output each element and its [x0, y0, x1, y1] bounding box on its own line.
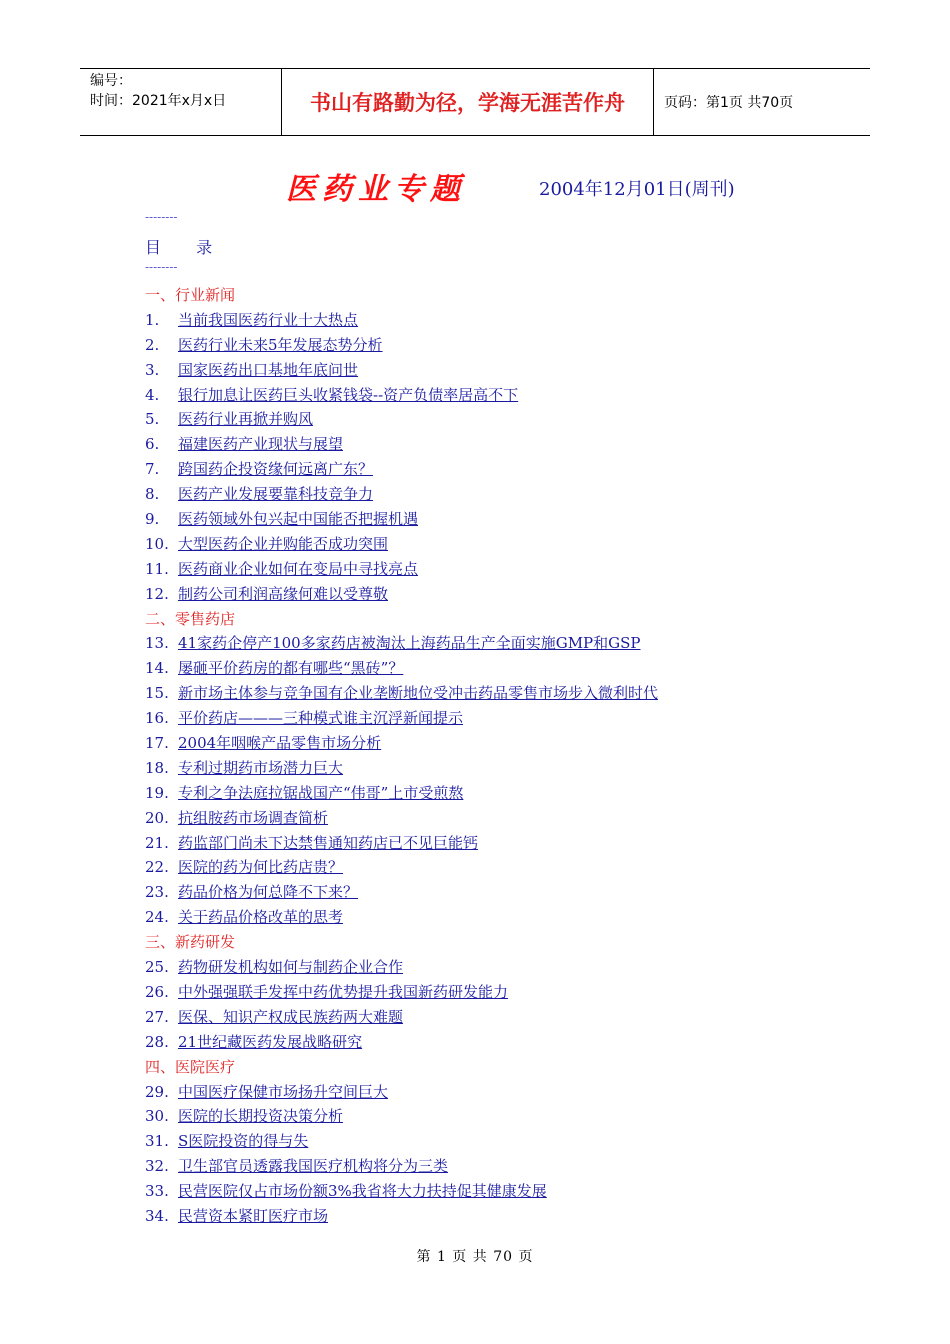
toc-section-heading: 四、医院医疗 [145, 1057, 236, 1076]
toc-item [145, 1104, 845, 1129]
toc-item-number: 15. [145, 684, 169, 703]
toc-item-number: 23. [145, 883, 169, 902]
toc-item [145, 432, 845, 457]
toc-item-link[interactable]: 医药领域外包兴起中国能否把握机遇 [178, 510, 419, 529]
header-table [80, 68, 870, 136]
toc-item-number: 7. [145, 460, 160, 479]
toc-item [145, 1030, 845, 1055]
toc-item-link[interactable]: 大型医药企业并购能否成功突围 [178, 534, 389, 553]
toc-item [145, 631, 845, 656]
toc-item [145, 1080, 845, 1105]
toc-item-link[interactable]: 当前我国医药行业十大热点 [178, 310, 359, 329]
toc-item-number: 30. [145, 1107, 169, 1126]
toc-item-link[interactable]: 专利之争法庭拉锯战国产“伟哥”上市受煎熬 [178, 783, 464, 802]
toc-item-link[interactable]: S医院投资的得与失 [178, 1132, 309, 1151]
toc-item [145, 1204, 845, 1229]
toc-item-number: 8. [145, 485, 160, 504]
toc-item [145, 557, 845, 582]
toc-item [145, 756, 845, 781]
toc-item [145, 980, 845, 1005]
toc-item-number: 26. [145, 982, 169, 1001]
toc-item-link[interactable]: 医院的药为何比药店贵？ [178, 858, 344, 877]
toc-item [145, 333, 845, 358]
toc-item [145, 880, 845, 905]
toc-item-link[interactable]: 41家药企停产100多家药店被淘汰上海药品生产全面实施GMP和GSP [178, 634, 641, 653]
toc-item-number: 16. [145, 709, 169, 728]
toc-item-number: 31. [145, 1132, 169, 1151]
toc-item-number: 12. [145, 584, 169, 603]
toc-item [145, 532, 845, 557]
toc-item-link[interactable]: 制药公司利润高缘何难以受尊敬 [178, 584, 389, 603]
header-motto: 书山有路勤为径，学海无涯苦作舟 [282, 69, 654, 135]
toc-item [145, 507, 845, 532]
toc-item-number: 6. [145, 435, 160, 454]
toc-item-number: 32. [145, 1157, 169, 1176]
toc-item-link[interactable]: 药品价格为何总降不下来？ [178, 883, 359, 902]
toc-item-link[interactable]: 医药产业发展要靠科技竞争力 [178, 485, 374, 504]
toc-item-number: 18. [145, 758, 169, 777]
toc-item [145, 905, 845, 930]
toc-item [145, 1129, 845, 1154]
toc-item-link[interactable]: 福建医药产业现状与展望 [178, 435, 344, 454]
toc-item-number: 14. [145, 659, 169, 678]
issue-date: 2004年12月01日(周刊) [539, 179, 735, 200]
toc-item-number: 27. [145, 1007, 169, 1026]
toc-item-link[interactable]: 药监部门尚未下达禁售通知药店已不见巨能钙 [178, 833, 479, 852]
toc-item-link[interactable]: 新市场主体参与竞争国有企业垄断地位受冲击药品零售市场步入微利时代 [178, 684, 659, 703]
toc-item [145, 781, 845, 806]
toc-section-heading: 三、新药研发 [145, 933, 236, 952]
toc-item-link[interactable]: 银行加息让医药巨头收紧钱袋--资产负债率居高不下 [178, 385, 519, 404]
toc-item-link[interactable]: 民营资本紧盯医疗市场 [178, 1206, 329, 1225]
toc-item [145, 656, 845, 681]
toc-item [145, 407, 845, 432]
toc-item-number: 1. [145, 310, 160, 329]
toc-item [145, 308, 845, 333]
toc-item [145, 806, 845, 831]
toc-item [145, 383, 845, 408]
toc-item-number: 24. [145, 908, 169, 927]
toc-item-link[interactable]: 医药商业企业如何在变局中寻找亮点 [178, 559, 419, 578]
toc-item [145, 1179, 845, 1204]
toc-item-link[interactable]: 关于药品价格改革的思考 [178, 908, 344, 927]
toc-item-number: 20. [145, 808, 169, 827]
document-title: 医药业专题 [286, 172, 466, 207]
toc-item [145, 681, 845, 706]
header-page-label: 页码：第1页 共70页 [664, 95, 794, 111]
toc-item [145, 482, 845, 507]
toc-item-link[interactable]: 医保、知识产权成民族药两大难题 [178, 1007, 404, 1026]
serial-label: 编号： [90, 73, 132, 89]
toc-item-link[interactable]: 屡砸平价药房的都有哪些“黑砖”？ [178, 659, 404, 678]
toc-item-number: 13. [145, 634, 169, 653]
toc-item-link[interactable]: 跨国药企投资缘何远离广东？ [178, 460, 374, 479]
title-row [0, 170, 950, 210]
toc-item-link[interactable]: 卫生部官员透露我国医疗机构将分为三类 [178, 1157, 449, 1176]
toc-item [145, 1005, 845, 1030]
divider-top: -------- [145, 210, 178, 224]
toc-item-link[interactable]: 医药行业再掀并购风 [178, 410, 314, 429]
toc-item-link[interactable]: 国家医药出口基地年底问世 [178, 360, 359, 379]
toc-item-link[interactable]: 2004年咽喉产品零售市场分析 [178, 734, 382, 753]
toc-item [145, 358, 845, 383]
toc-item [145, 706, 845, 731]
table-of-contents [145, 283, 845, 1229]
time-label: 时间：2021年x月x日 [90, 93, 227, 109]
toc-item [145, 955, 845, 980]
toc-item-link[interactable]: 中国医疗保健市场扬升空间巨大 [178, 1082, 389, 1101]
toc-title: 目 录 [145, 238, 213, 257]
header-meta [80, 69, 282, 135]
divider-bottom: -------- [145, 260, 178, 274]
toc-section-heading: 二、零售药店 [145, 609, 236, 628]
toc-item-number: 10. [145, 534, 169, 553]
toc-item-number: 25. [145, 958, 169, 977]
toc-item-number: 28. [145, 1032, 169, 1051]
toc-item-number: 4. [145, 385, 160, 404]
toc-item [145, 582, 845, 607]
toc-item [145, 1154, 845, 1179]
toc-item-link[interactable]: 平价药店———三种模式谁主沉浮新闻提示 [178, 709, 464, 728]
toc-item-link[interactable]: 21世纪藏医药发展战略研究 [178, 1032, 363, 1051]
toc-item-number: 33. [145, 1182, 169, 1201]
toc-item-link[interactable]: 民营医院仅占市场份额3%我省将大力扶持促其健康发展 [178, 1182, 547, 1201]
toc-item-link[interactable]: 医院的长期投资决策分析 [178, 1107, 344, 1126]
toc-item-number: 34. [145, 1206, 169, 1225]
toc-item-number: 19. [145, 783, 169, 802]
toc-item-link[interactable]: 专利过期药市场潜力巨大 [178, 758, 344, 777]
toc-item [145, 855, 845, 880]
toc-item-link[interactable]: 药物研发机构如何与制药企业合作 [178, 958, 404, 977]
toc-item-number: 3. [145, 360, 160, 379]
toc-item-link[interactable]: 抗组胺药市场调查简析 [178, 808, 329, 827]
toc-item [145, 457, 845, 482]
toc-item-number: 17. [145, 734, 169, 753]
toc-item-link[interactable]: 中外强强联手发挥中药优势提升我国新药研发能力 [178, 982, 509, 1001]
toc-item-number: 9. [145, 510, 160, 529]
toc-item-number: 11. [145, 559, 169, 578]
toc-item-number: 22. [145, 858, 169, 877]
toc-item-link[interactable]: 医药行业未来5年发展态势分析 [178, 335, 383, 354]
toc-section-heading: 一、行业新闻 [145, 286, 236, 304]
toc-item-number: 21. [145, 833, 169, 852]
toc-item [145, 731, 845, 756]
toc-item-number: 5. [145, 410, 160, 429]
page-footer: 第 1 页 共 70 页 [416, 1249, 534, 1265]
toc-item [145, 831, 845, 856]
toc-item-number: 29. [145, 1082, 169, 1101]
toc-item-number: 2. [145, 335, 160, 354]
